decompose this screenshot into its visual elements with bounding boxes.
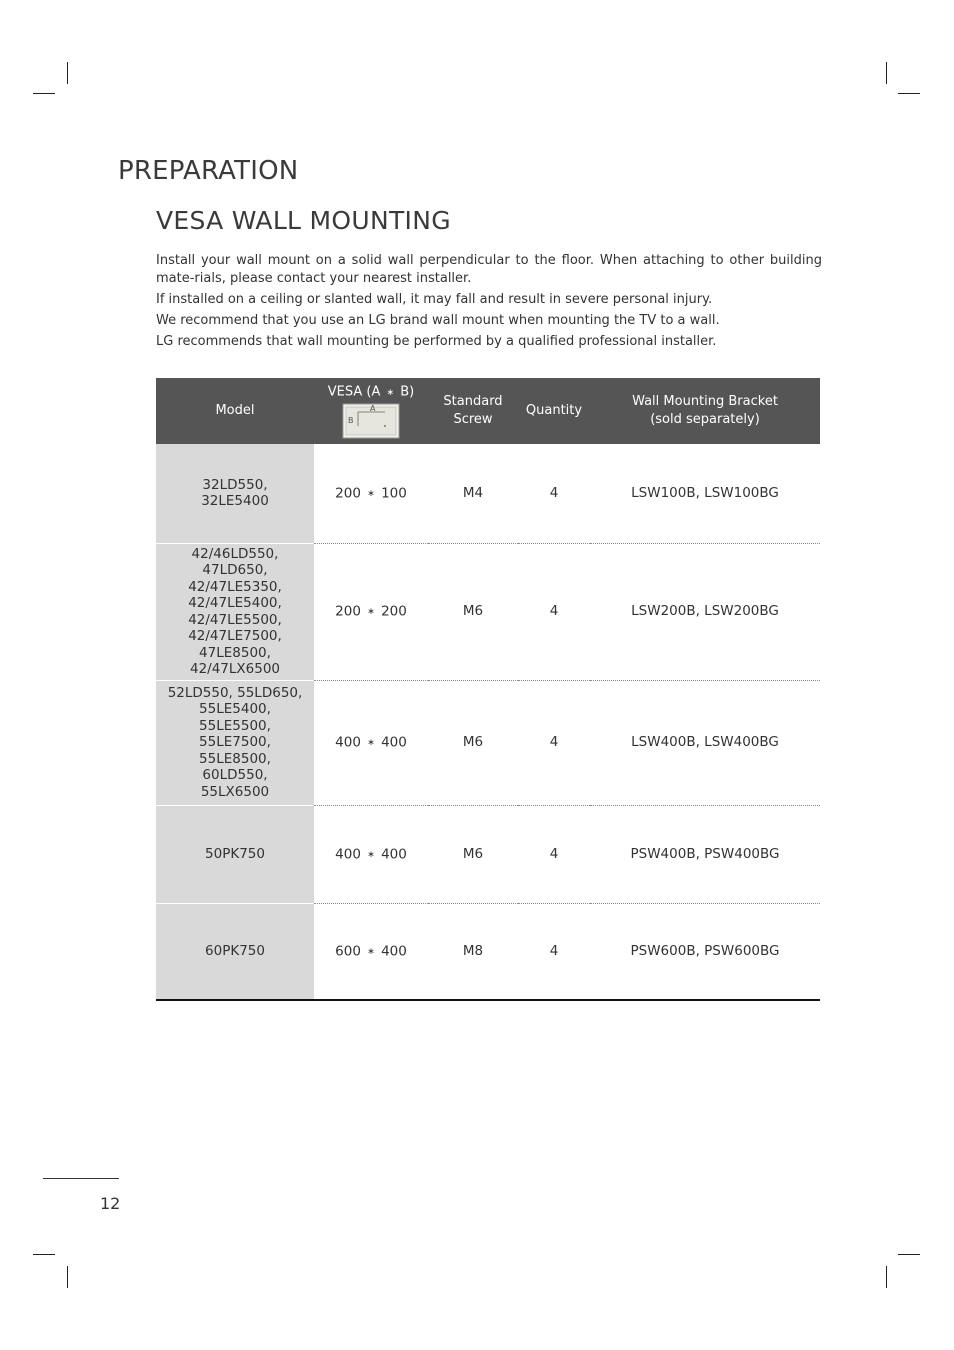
quantity-cell: 4 xyxy=(518,444,590,543)
model-name: 52LD550, 55LD650, xyxy=(167,684,303,701)
vesa-b-value: 200 xyxy=(381,603,407,620)
vesa-cell xyxy=(314,543,428,680)
model-name: 32LE5400 xyxy=(201,493,269,510)
intro-paragraph: If installed on a ceiling or slanted wall, it may fall and result in severe personal injury. xyxy=(156,292,713,307)
screw-cell: M6 xyxy=(428,680,518,805)
table-row xyxy=(156,680,820,805)
model-name: 47LD650, xyxy=(202,562,268,578)
bracket-cell: PSW400B, PSW400BG xyxy=(590,805,820,903)
quantity-cell: 4 xyxy=(518,543,590,680)
bracket-cell: PSW600B, PSW600BG xyxy=(590,903,820,1000)
header-vesa-label: VESA (A xyxy=(327,384,381,400)
vesa-b-value: 100 xyxy=(381,485,407,502)
screw-cell: M8 xyxy=(428,903,518,1000)
vesa-b-value: 400 xyxy=(381,845,407,862)
model-cell xyxy=(156,680,314,805)
model-name: 60PK750 xyxy=(205,943,265,959)
model-name: 42/47LX6500 xyxy=(189,661,281,677)
model-name: 55LE7500, xyxy=(199,734,271,751)
screw-cell: M6 xyxy=(428,805,518,903)
header-bracket-line2: (sold separately) xyxy=(650,412,760,427)
bracket-cell: LSW100B, LSW100BG xyxy=(590,444,820,543)
crop-mark xyxy=(33,1254,55,1255)
intro-paragraph: LG recommends that wall mounting be performed by a qualified professional installer. xyxy=(156,334,717,349)
multiply-star: ∗ xyxy=(367,488,375,499)
header-wall-bracket xyxy=(590,378,820,444)
model-cell xyxy=(156,444,314,543)
intro-paragraph: Install your wall mount on a solid wall perpendicular to the floor. When attaching to other building mate-rials, please contact your nearest installer. xyxy=(156,253,822,286)
vesa-a-value: 600 xyxy=(335,943,361,960)
page-subtitle: VESA WALL MOUNTING xyxy=(156,206,451,235)
vesa-spec-table xyxy=(156,378,820,1001)
model-name: 55LE5500, xyxy=(199,717,271,734)
screw-cell: M6 xyxy=(428,543,518,680)
multiply-star: ∗ xyxy=(367,738,375,749)
table-header-row xyxy=(156,378,820,444)
model-name: 55LE8500, xyxy=(199,750,271,767)
vesa-a-value: 200 xyxy=(335,485,361,502)
vesa-b-value: 400 xyxy=(381,943,407,960)
model-name: 42/47LE5400, xyxy=(188,595,282,611)
header-standard-screw xyxy=(428,378,518,444)
quantity-cell: 4 xyxy=(518,805,590,903)
table-row xyxy=(156,903,820,1000)
bracket-cell: LSW400B, LSW400BG xyxy=(590,680,820,805)
model-cell xyxy=(156,543,314,680)
quantity-cell: 4 xyxy=(518,903,590,1000)
vesa-diagram-b: B xyxy=(348,416,354,426)
vesa-b-value: 400 xyxy=(381,734,407,751)
quantity-cell: 4 xyxy=(518,680,590,805)
model-cell xyxy=(156,903,314,1000)
header-bracket-line1: Wall Mounting Bracket xyxy=(632,394,778,409)
header-vesa-label-b: B) xyxy=(400,384,415,400)
header-model: Model xyxy=(156,378,314,444)
model-name: 60LD550, xyxy=(202,767,268,784)
vesa-a-value: 400 xyxy=(335,734,361,751)
model-name: 42/47LE7500, xyxy=(188,628,282,644)
crop-mark xyxy=(898,93,920,94)
vesa-a-value: 200 xyxy=(335,603,361,620)
vesa-diagram-icon xyxy=(341,403,401,439)
multiply-star: ∗ xyxy=(386,387,395,398)
model-name: 42/47LE5350, xyxy=(188,578,282,595)
table-row xyxy=(156,805,820,903)
crop-mark xyxy=(67,62,68,84)
table-row xyxy=(156,543,820,680)
vesa-cell xyxy=(314,680,428,805)
model-name: 47LE8500, xyxy=(199,644,271,661)
model-cell xyxy=(156,805,314,903)
header-vesa xyxy=(314,378,428,444)
model-name: 50PK750 xyxy=(205,845,265,862)
model-name: 55LE5400, xyxy=(199,701,271,718)
vesa-cell xyxy=(314,444,428,543)
multiply-star: ∗ xyxy=(367,946,375,957)
vesa-cell xyxy=(314,805,428,903)
header-screw-line2: Screw xyxy=(453,412,493,427)
header-quantity: Quantity xyxy=(518,378,590,444)
crop-mark xyxy=(67,1266,68,1288)
model-name: 42/47LE5500, xyxy=(188,611,282,628)
vesa-a-value: 400 xyxy=(335,845,361,862)
table-row xyxy=(156,444,820,543)
bracket-cell: LSW200B, LSW200BG xyxy=(590,543,820,680)
model-name: 32LD550, xyxy=(202,476,268,493)
page-number: 12 xyxy=(100,1194,121,1213)
section-title: PREPARATION xyxy=(118,156,299,186)
intro-paragraph: We recommend that you use an LG brand wall mount when mounting the TV to a wall. xyxy=(156,313,720,328)
model-name: 55LX6500 xyxy=(200,783,270,800)
crop-mark xyxy=(33,93,55,94)
page-number-rule xyxy=(43,1178,119,1179)
vesa-cell xyxy=(314,903,428,1000)
multiply-star: ∗ xyxy=(367,849,375,860)
model-name: 42/46LD550, xyxy=(191,545,279,562)
intro-text xyxy=(156,252,822,354)
crop-mark xyxy=(886,1266,887,1288)
crop-mark xyxy=(886,62,887,84)
header-screw-line1: Standard xyxy=(443,394,503,409)
vesa-diagram-a: A xyxy=(370,404,376,414)
crop-mark xyxy=(898,1254,920,1255)
multiply-star: ∗ xyxy=(367,607,375,618)
screw-cell: M4 xyxy=(428,444,518,543)
